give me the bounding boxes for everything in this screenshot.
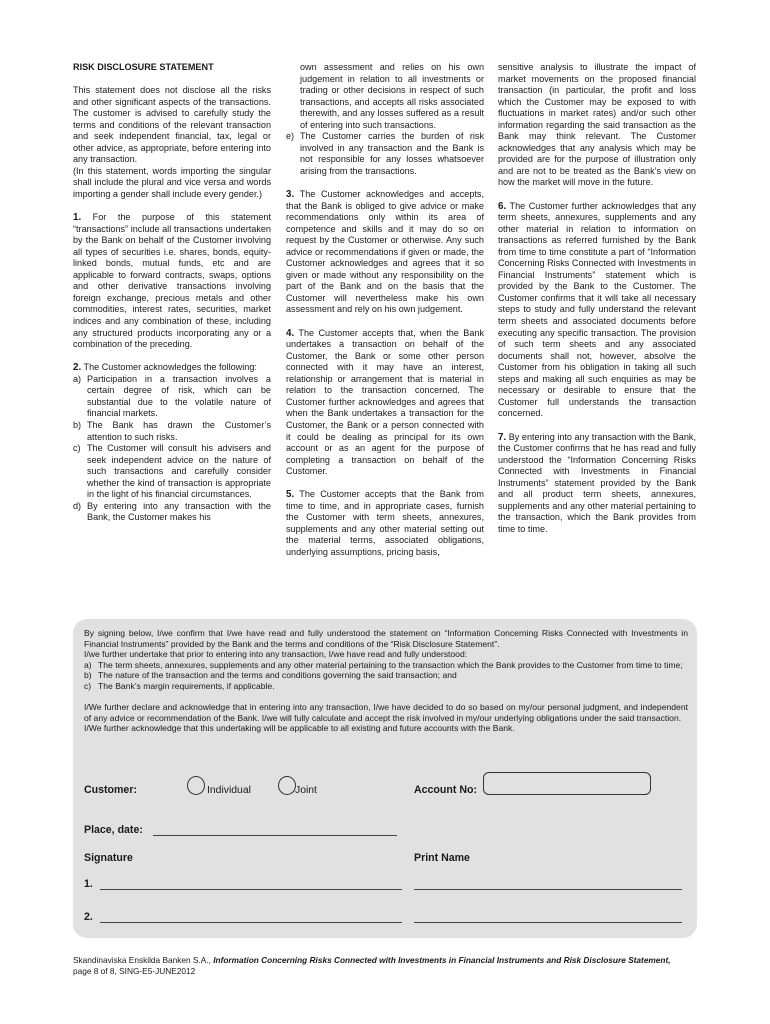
section-7 [498, 432, 696, 536]
form-paragraph: I/We further declare and acknowledge that in entering into any transaction, I/we have decided to do so based on my/our personal judgment, and independent of any advice or recommendation of the Bank. I/we will fully calculate and accept the risk involved in my/our underlying obligations under the said transaction. [84, 702, 688, 723]
individual-label: Individual [207, 785, 251, 796]
place-date-label: Place, date: [84, 824, 143, 836]
list-text: The Customer carries the burden of risk involved in any transaction and the Bank is not responsible for any losses whatsoever arising from the transactions. [300, 131, 484, 176]
list-marker: c) [84, 680, 92, 691]
intro-paragraph [73, 85, 271, 200]
section-2 [73, 362, 271, 524]
section-6-number: 6. [498, 200, 507, 212]
customer-label: Customer: [84, 784, 137, 796]
form-paragraph: I/we further undertake that prior to entering into any transaction, I/we have read and fully understood: [84, 649, 468, 660]
print-name-label: Print Name [414, 852, 470, 864]
list-marker: a) [73, 373, 82, 384]
print-name-1-field[interactable] [414, 889, 682, 890]
list-marker-blank [286, 62, 300, 131]
page-footer [73, 955, 713, 976]
joint-radio[interactable] [278, 776, 296, 795]
individual-radio[interactable] [187, 776, 205, 795]
place-date-field[interactable] [153, 835, 397, 836]
list-text: The Bank has drawn the Customer’s attention to such risks. [87, 419, 271, 442]
list-marker: e) [286, 131, 295, 142]
list-item [286, 131, 484, 177]
section-6 [498, 201, 696, 420]
section-6-text: The Customer further acknowledges that any term sheets, annexures, supplements and any other material in relation to information on transactions as referred furnished by the Bank from time to time constitute a part of “Information Concerning Risks Connected with Investments in Financial Instruments” statement which is provided by the Bank to the Customer. The Customer confirms that it will take all necessary steps to study and fully understand the relevant term sheets and associated documents before executing any specific transaction. The provision of such term sheets and any associated documents shall not, however, absolve the Customer from his obligation in taking all such steps and making all such enquiries as may be necessary or desirable to ensure that the Customer full understands the transaction concerned. [498, 200, 696, 419]
form-paragraph: I/We further acknowledge that this undertaking will be applicable to all existing and future accounts with the Bank. [84, 723, 515, 734]
section-2-number: 2. [73, 362, 82, 374]
list-item [73, 420, 271, 443]
section-4-text: The Customer accepts that, when the Bank undertakes a transaction on behalf of the Customer, the Bank or some other person connected with it may have an interest, relationship or arrangement that is material in relation to the transaction concerned. The Customer further acknowledges and agrees that when the Bank undertakes a transaction for the Customer, the Bank or a person connected with it could be dealing as principal for its own account or as an agent for the purpose of completing a transaction on behalf of the Customer. [286, 327, 484, 477]
footer-company: Skandinaviska Enskilda Banken S.A., [73, 955, 214, 965]
joint-label: Joint [295, 785, 317, 796]
form-paragraph: By signing below, I/we confirm that I/we have read and fully understood the statement on “Information Concerning Risks Connected with Investments in Financial Instruments” provided by the Bank and the terms and conditions of the “Risk Disclosure Statement”. [84, 628, 688, 649]
list-text: Participation in a transaction involves a certain degree of risk, which can be substantial due to the volatile nature of financial markets. [87, 373, 271, 419]
list-item [73, 443, 271, 501]
list-text: By entering into any transaction with the Bank, the Customer makes his [87, 500, 271, 523]
section-3 [286, 189, 484, 316]
section-7-number: 7. [498, 431, 507, 443]
acknowledgement-form [73, 619, 697, 938]
list-text: The term sheets, annexures, supplements and any other material pertaining to the transaction which the Bank provides to the Customer from time to time; [98, 659, 683, 670]
section-3-number: 3. [286, 189, 295, 201]
print-name-2-field[interactable] [414, 922, 682, 923]
section-1-text: For the purpose of this statement “transactions” include all transactions undertaken by the Bank on behalf of the Customer involving all types of securities i.e. shares, bonds, equity-linked bonds, mutual funds, etc and are applicable to forward contracts, swaps, options and other derivative transactions involving foreign exchange, precious metals and other commodities, interest rates, securities, market indices and any combination of these, including any structured products incorporating any or a combination of the preceding. [73, 212, 271, 350]
account-no-label: Account No: [414, 784, 477, 796]
section-4-number: 4. [286, 327, 295, 339]
page-title: RISK DISCLOSURE STATEMENT [73, 62, 214, 72]
section-1-number: 1. [73, 212, 82, 224]
list-item-continued [286, 62, 484, 131]
section-5-number: 5. [286, 489, 295, 501]
section-1 [73, 212, 271, 351]
list-item [73, 374, 271, 420]
section-3-text: The Customer acknowledges and accepts, that the Bank is obliged to give advice or make recommendations only within its area of competence and skills and it may do so on request by the Customer or otherwise. Any such advice or recommendations if given or made, the Customer acknowledges and agrees that it so given or made without any responsibility on the part of the Bank and on the basis that the Customer will nevertheless make his own assessment and rely on his own judgement. [286, 189, 484, 315]
list-text: The nature of the transaction and the terms and conditions governing the said transaction; and [98, 670, 457, 681]
signature-label: Signature [84, 852, 133, 864]
list-text: The Bank’s margin requirements, if applicable. [98, 680, 275, 691]
signature-1-number: 1. [84, 878, 93, 890]
section-4 [286, 328, 484, 478]
list-marker: d) [73, 500, 82, 511]
footer-document-title: Information Concerning Risks Connected with Investments in Financial Instruments and Risk Disclosure Statement, [213, 955, 671, 965]
spacer [84, 692, 688, 703]
intro-note: (In this statement, words importing the singular shall include the plural and vice versa and words importing a gender shall include every gender.) [73, 165, 271, 200]
section-7-text: By entering into any transaction with the Bank, the Customer confirms that he has read and fully understood the “Information Concerning Risks Connected with Investments in Financial Instruments” statement provided by the Bank and all product term sheets, annexures, supplements and any other material pertaining to the transaction, which the Bank provides from time to time. [498, 431, 696, 534]
list-text: own assessment and relies on his own judgement in relation to all investments or trading or other decisions in respect of such transactions, and accepts all risks associated therewith, and any losses suffered as a result of entering into such transactions. [300, 62, 484, 130]
list-text: The Customer will consult his advisers and seek independent advice on the nature of such transactions and carefully consider whether the kind of transaction is appropriate in the light of his financial circumstances. [87, 443, 271, 500]
section-2-text: The Customer acknowledges the following: [81, 362, 257, 373]
section-5 [286, 489, 484, 558]
list-marker: c) [73, 443, 81, 454]
list-marker: a) [84, 659, 92, 670]
form-list-item [84, 660, 688, 671]
section-5-continued: sensitive analysis to illustrate the impact of market movements on the proposed financial transaction (in particular, the profit and loss which the Customer may be exposed to with fluctuations in market rates) and/or such other information regarding the said transaction as the Bank may think relevant. The Customer acknowledges that any analysis which may be provided are for the purpose of illustration only and are not to be treated as the Bank’s view on how the market will move in the future. [498, 62, 696, 188]
list-marker: b) [73, 419, 82, 430]
signature-1-field[interactable] [100, 889, 402, 890]
account-no-field[interactable] [483, 772, 651, 795]
form-list-item [84, 670, 688, 681]
column-middle [286, 62, 484, 570]
column-right [498, 62, 696, 547]
footer-page-number: page 8 of 8, SING-E5-JUNE2012 [73, 965, 196, 976]
signature-2-number: 2. [84, 911, 93, 923]
section-5-text: The Customer accepts that the Bank from time to time, and in appropriate cases, furnish the Customer with term sheets, annexures, supplements and any other material setting out the material terms, associated obligations, underlying assumptions, pricing basis, [286, 489, 484, 557]
column-left [73, 62, 271, 524]
list-marker: b) [84, 670, 92, 681]
form-text [84, 628, 688, 734]
intro-text: This statement does not disclose all the risks and other significant aspects of the transactions. The customer is advised to carefully study the terms and conditions of the relevant transaction and seek independent financial, tax, legal or other advice, as appropriate, before entering into any transaction. [73, 85, 271, 165]
list-item [73, 501, 271, 524]
signature-2-field[interactable] [100, 922, 402, 923]
form-list-item [84, 681, 688, 692]
